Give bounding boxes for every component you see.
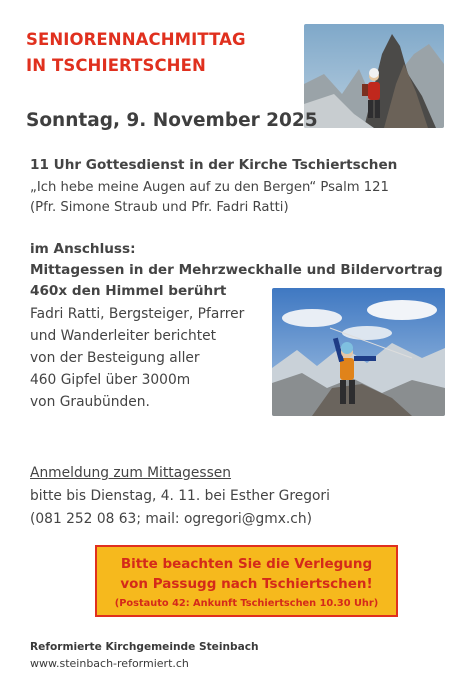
lunch-line: Mittagessen in der Mehrzweckhalle und Bildervortrag xyxy=(30,262,443,278)
summit-climber-photo xyxy=(272,288,445,416)
organization-name: Reformierte Kirchgemeinde Steinbach xyxy=(30,641,259,653)
afterwards-label: im Anschluss: xyxy=(30,241,136,257)
title-line-1: SENIORENNACHMITTAG xyxy=(26,30,246,49)
service-quote: „Ich hebe meine Augen auf zu den Bergen“ Psalm 121 xyxy=(30,180,389,195)
talk-title: 460x den Himmel berührt xyxy=(30,283,227,299)
registration-deadline: bitte bis Dienstag, 4. 11. bei Esther Gregori xyxy=(30,488,330,504)
notice-line-2: von Passugg nach Tschiertschen! xyxy=(120,576,373,592)
talk-line: 460 Gipfel über 3000m xyxy=(30,372,191,388)
website-link[interactable]: www.steinbach-reformiert.ch xyxy=(30,657,189,670)
registration-contact: (081 252 08 63; mail: ogregori@gmx.ch) xyxy=(30,511,312,527)
talk-line: von der Besteigung aller xyxy=(30,350,200,366)
event-date: Sonntag, 9. November 2025 xyxy=(26,110,318,131)
talk-line: und Wanderleiter berichtet xyxy=(30,328,217,344)
registration-heading: Anmeldung zum Mittagessen xyxy=(30,465,232,481)
notice-line-3: (Postauto 42: Ankunft Tschiertschen 10.30 Uhr) xyxy=(114,598,379,609)
service-heading: 11 Uhr Gottesdienst in der Kirche Tschiertschen xyxy=(30,157,398,173)
top-climber-photo xyxy=(304,24,444,128)
title-line-2: IN TSCHIERTSCHEN xyxy=(26,56,206,75)
service-pastors: (Pfr. Simone Straub und Pfr. Fadri Ratti) xyxy=(30,200,289,215)
talk-line: von Graubünden. xyxy=(30,394,150,410)
relocation-notice xyxy=(95,545,398,617)
notice-line-1: Bitte beachten Sie die Verlegung xyxy=(120,556,373,572)
talk-line: Fadri Ratti, Bergsteiger, Pfarrer xyxy=(30,306,245,322)
